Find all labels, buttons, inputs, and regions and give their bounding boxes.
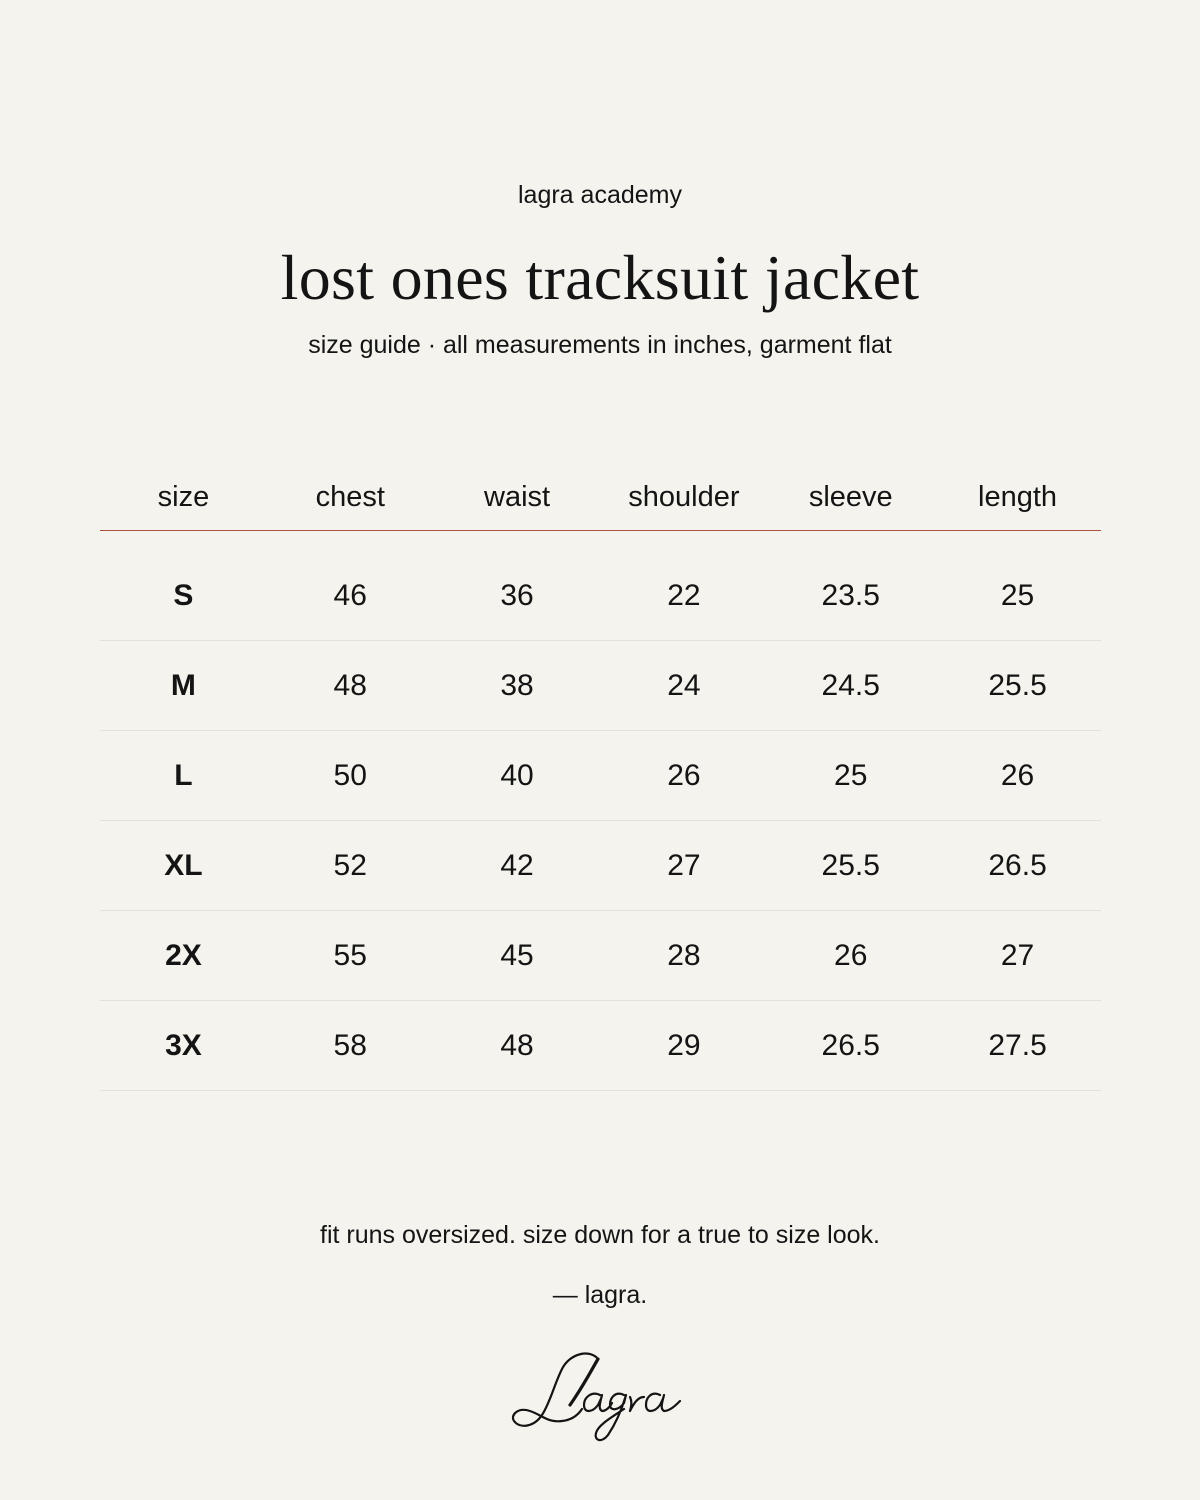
sleeve-cell: 25.5 bbox=[821, 849, 880, 882]
signoff-text: — lagra. bbox=[552, 1281, 648, 1309]
table-row bbox=[100, 911, 1101, 1001]
size-cell: M bbox=[170, 669, 196, 702]
table-header bbox=[100, 465, 1101, 531]
length-cell: 27.5 bbox=[988, 1029, 1047, 1062]
shoulder-cell: 27 bbox=[667, 849, 701, 882]
signature-mark bbox=[500, 1345, 700, 1450]
length-cell: 25 bbox=[1000, 579, 1035, 612]
column-header-length: length bbox=[978, 481, 1058, 513]
sleeve-cell: 26.5 bbox=[821, 1029, 880, 1062]
length-cell: 26.5 bbox=[988, 849, 1047, 882]
table-body bbox=[100, 551, 1101, 1091]
table-row bbox=[100, 1001, 1101, 1091]
length-cell: 27 bbox=[1000, 939, 1035, 972]
brand-name: lagra academy bbox=[518, 181, 682, 209]
waist-cell: 40 bbox=[500, 759, 534, 792]
page-subtitle: size guide · all measurements in inches, garment flat bbox=[308, 331, 892, 359]
fit-note: fit runs oversized. size down for a true to size look. bbox=[320, 1221, 880, 1249]
shoulder-cell: 22 bbox=[667, 579, 701, 612]
size-cell: XL bbox=[164, 849, 203, 882]
sleeve-cell: 23.5 bbox=[821, 579, 880, 612]
chest-cell: 55 bbox=[333, 939, 367, 972]
waist-cell: 42 bbox=[500, 849, 534, 882]
table-row bbox=[100, 731, 1101, 821]
column-header-sleeve: sleeve bbox=[808, 481, 893, 513]
chest-cell: 46 bbox=[333, 579, 367, 612]
length-cell: 26 bbox=[1000, 759, 1035, 792]
table-row bbox=[100, 551, 1101, 641]
column-header-size: size bbox=[157, 481, 210, 513]
chest-cell: 58 bbox=[333, 1029, 367, 1062]
size-cell: L bbox=[174, 759, 193, 792]
table-row bbox=[100, 641, 1101, 731]
column-header-waist: waist bbox=[484, 481, 551, 513]
size-table bbox=[100, 465, 1101, 1091]
column-header-shoulder: shoulder bbox=[628, 481, 740, 513]
waist-cell: 48 bbox=[500, 1029, 534, 1062]
sleeve-cell: 25 bbox=[834, 759, 868, 792]
waist-cell: 38 bbox=[500, 669, 534, 702]
size-cell: 3X bbox=[165, 1029, 202, 1062]
shoulder-cell: 24 bbox=[667, 669, 701, 702]
size-cell: S bbox=[173, 579, 194, 612]
waist-cell: 36 bbox=[500, 579, 534, 612]
waist-cell: 45 bbox=[500, 939, 534, 972]
chest-cell: 52 bbox=[333, 849, 367, 882]
chest-cell: 50 bbox=[333, 759, 367, 792]
sleeve-cell: 26 bbox=[834, 939, 868, 972]
shoulder-cell: 29 bbox=[667, 1029, 701, 1062]
length-cell: 25.5 bbox=[988, 669, 1047, 702]
chest-cell: 48 bbox=[333, 669, 367, 702]
column-header-chest: chest bbox=[315, 481, 385, 513]
sleeve-cell: 24.5 bbox=[821, 669, 880, 702]
shoulder-cell: 28 bbox=[667, 939, 701, 972]
table-row bbox=[100, 821, 1101, 911]
size-cell: 2X bbox=[165, 939, 202, 972]
shoulder-cell: 26 bbox=[667, 759, 701, 792]
page-title: lost ones tracksuit jacket bbox=[280, 242, 920, 313]
